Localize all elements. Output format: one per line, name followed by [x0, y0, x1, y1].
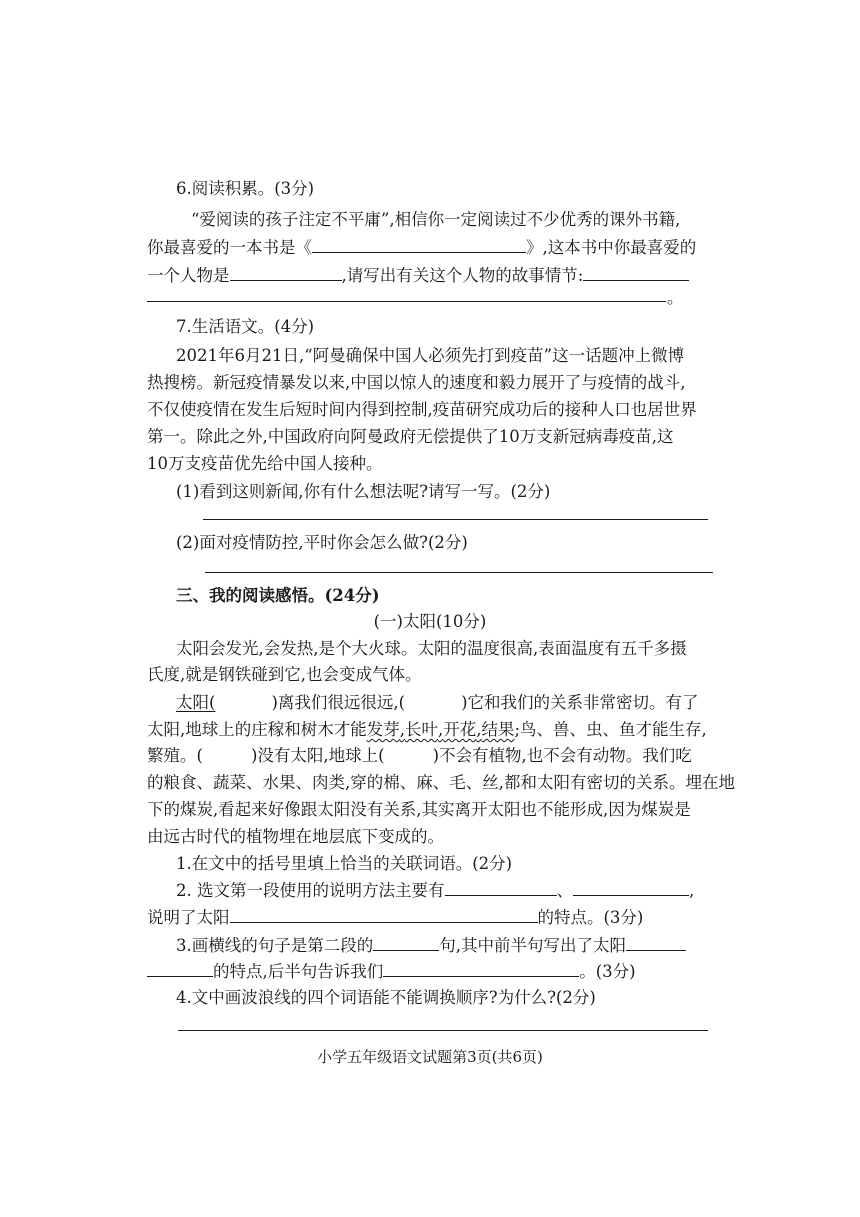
question-2-comma: , [689, 881, 695, 900]
passage-line5 [147, 745, 692, 767]
wavy-sep-2: , [438, 720, 444, 739]
second-half-blank[interactable] [383, 960, 579, 977]
q7-para-line4: 第一。除此之外,中国政府向阿曼政府无偿提供了10万支新冠病毒疫苗,这 [147, 427, 674, 446]
sentence-type-blank[interactable] [373, 934, 439, 951]
method-blank-1[interactable] [445, 879, 557, 896]
question-2 [176, 879, 694, 902]
q6-line3-text-b: ,请写出有关这个人物的故事情节: [341, 266, 584, 285]
question-3-text-b: 句,其中前半句写出了太阳 [439, 936, 626, 955]
q7-title: 7.生活语文。(4分) [176, 317, 315, 336]
wavy-word-3: 开花 [443, 720, 477, 739]
q6-end-mark: 。 [667, 288, 684, 307]
wavy-word-1: 发芽 [366, 720, 400, 739]
passage-line6: 的粮食、蔬菜、水果、肉类,穿的棉、麻、毛、丝,都和太阳有密切的关系。埋在地 [147, 773, 735, 792]
q7-sub1-answer-line[interactable] [203, 519, 708, 520]
passage-line5-mid: )没有太阳,地球上( [250, 746, 385, 765]
passage-line4 [147, 719, 707, 741]
question-3-text-a: 3.画横线的句子是第二段的 [176, 936, 374, 955]
q6-line3 [147, 264, 689, 287]
question-3-text-d: 。(3分) [579, 962, 636, 981]
question-1: 1.在文中的括号里填上恰当的关联词语。(2分) [176, 854, 513, 873]
question-4-answer-line[interactable] [178, 1030, 708, 1031]
passage-line7: 下的煤炭,看起来好像跟太阳没有关系,其实离开太阳也不能形成,因为煤炭是 [147, 800, 691, 819]
wavy-sep-3: , [476, 720, 482, 739]
page-footer: 小学五年级语文试题第3页(共6页) [317, 1048, 543, 1066]
wavy-word-2: 长叶 [405, 720, 438, 739]
q7-para-line5: 10万支疫苗优先给中国人接种。 [147, 454, 383, 473]
q6-line1: “爱阅读的孩子注定不平庸”,相信你一定阅读过不少优秀的课外书籍, [191, 210, 681, 229]
section3-title: 三、我的阅读感悟。(24分) [176, 586, 380, 605]
question-2-text-e: 的特点。(3分) [537, 908, 644, 927]
question-2-text-d: 说明了太阳 [147, 908, 230, 927]
story-blank-2[interactable] [147, 301, 666, 302]
question-2-cont [147, 906, 643, 929]
q7-sub2-answer-line[interactable] [205, 572, 713, 573]
passage-line3 [176, 692, 699, 714]
passage-line8: 由远古时代的植物埋在地层底下变成的。 [147, 827, 444, 846]
method-blank-2[interactable] [573, 879, 689, 896]
q7-sub2: (2)面对疫情防控,平时你会怎么做?(2分) [176, 533, 468, 552]
book-title-blank[interactable] [312, 236, 526, 253]
story-blank-1[interactable] [583, 264, 689, 281]
question-3 [176, 934, 686, 957]
question-4: 4.文中画波浪线的四个词语能不能调换顺序?为什么?(2分) [176, 988, 596, 1007]
passage-line5-start: 繁殖。( [147, 746, 203, 765]
passage-line4-start: 太阳,地球上的庄稼和树木才能 [147, 720, 367, 739]
sun-feature-blank-1[interactable] [626, 934, 686, 951]
q7-sub1: (1)看到这则新闻,你有什么想法呢?请写一写。(2分) [176, 482, 551, 501]
q6-line2 [147, 236, 696, 259]
question-3-text-c: 的特点,后半句告诉我们 [213, 962, 384, 981]
passage-line5-end: )不会有植物,也不会有动物。我们吃 [432, 746, 692, 765]
question-3-cont [147, 960, 636, 983]
q6-line2-text-a: 你最喜爱的一本书是《 [147, 238, 312, 257]
passage-line3-mid: )离我们很远很远,( [271, 693, 406, 712]
q7-para-line1: 2021年6月21日,“阿曼确保中国人必须先打到疫苗”这一话题冲上微博 [176, 346, 685, 365]
underlined-sentence-start: 太阳( [176, 693, 216, 712]
q6-line3-text-a: 一个人物是 [147, 266, 230, 285]
q6-line2-text-b: 》,这本书中你最喜爱的 [526, 238, 697, 257]
q7-para-line2: 热搜榜。新冠疫情暴发以来,中国以惊人的速度和毅力展开了与疫情的战斗, [147, 373, 686, 392]
q6-title: 6.阅读积累。(3分) [176, 179, 315, 198]
passage-line2: 氏度,就是钢铁碰到它,也会变成气体。 [147, 665, 422, 684]
sun-feature-blank-2[interactable] [147, 960, 213, 977]
q7-para-line3: 不仅使疫情在发生后短时间内得到控制,疫苗研究成功后的接种人口也居世界 [147, 400, 697, 419]
passage-line4-end: ;鸟、兽、虫、鱼才能生存, [514, 720, 707, 739]
question-2-text-a: 2. 选文第一段使用的说明方法主要有 [176, 881, 445, 900]
passage-line1: 太阳会发光,会发热,是个大火球。太阳的温度很高,表面温度有五千多摄 [176, 639, 687, 658]
character-blank[interactable] [230, 264, 342, 281]
feature-blank[interactable] [230, 906, 538, 923]
passage-title: (一)太阳(10分) [373, 612, 487, 631]
passage-line3-end: )它和我们的关系非常密切。有了 [461, 693, 699, 712]
question-2-sep: 、 [556, 881, 573, 900]
wavy-sep-1: , [399, 720, 405, 739]
wavy-word-4: 结果 [481, 720, 515, 739]
